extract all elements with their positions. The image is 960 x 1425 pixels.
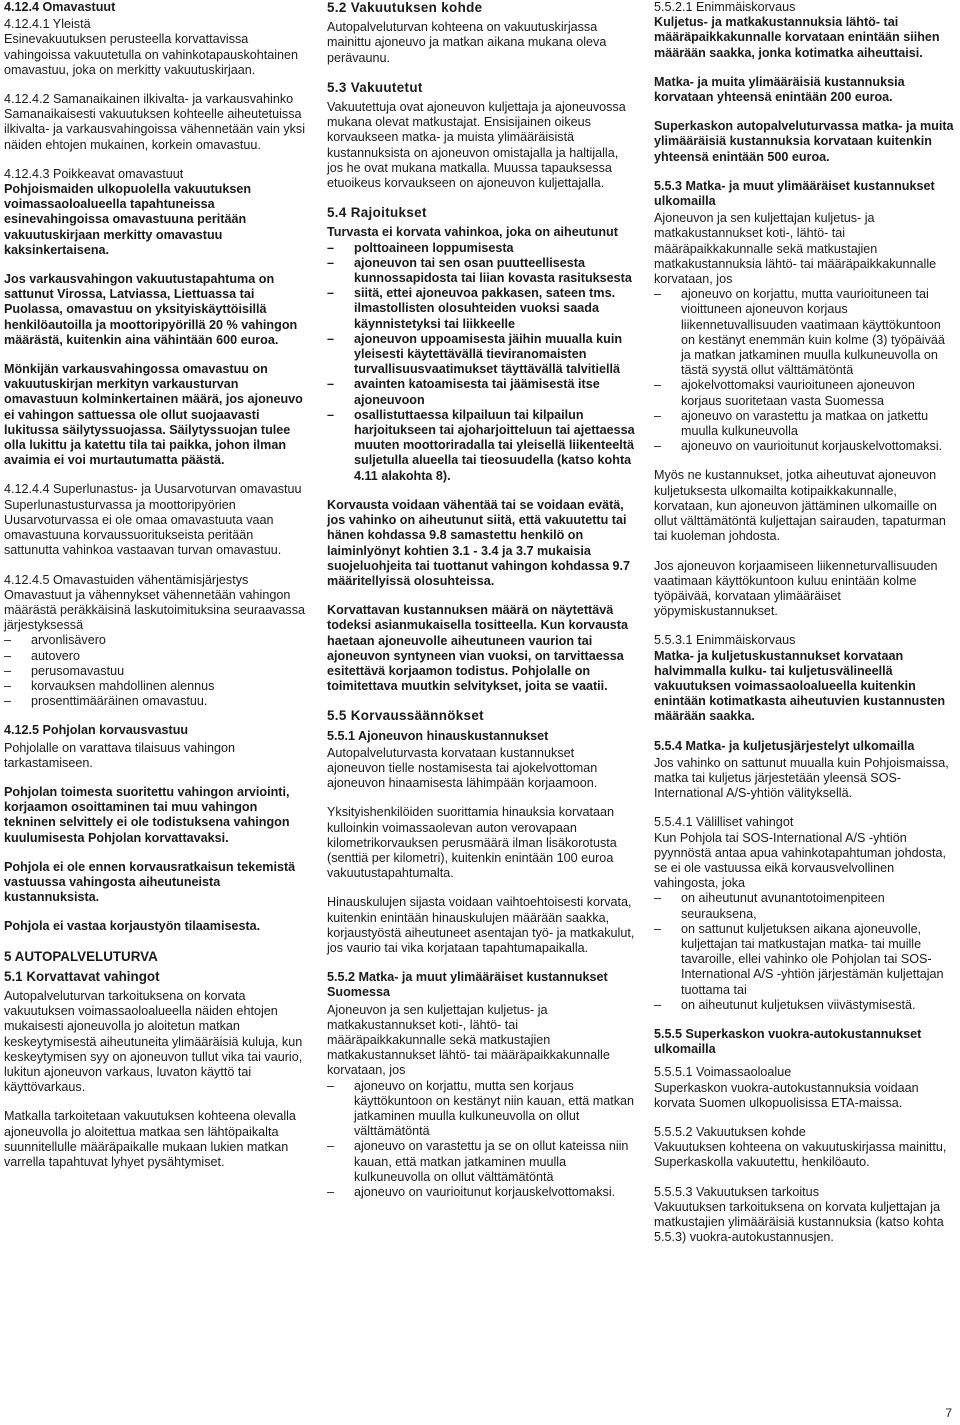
list-item: – ajoneuvo on vaurioitunut korjauskelvottomaksi. bbox=[327, 1185, 635, 1200]
list-5-5-4-1 bbox=[654, 891, 956, 1013]
list-item: – ajoneuvo on korjattu, mutta vaurioituneen tai vioittuneen ajoneuvon korjaus liikennetuvallisuuden vaatimaan käyttökuntoon on kestänyt enemmän kuin kolme (3) työpäivää ja matkan jatkaminen muulla kulkuneuvolla on tästä syystä ollut välttämätöntä bbox=[654, 287, 956, 378]
paragraph-5-4-a: Korvausta voidaan vähentää tai se voidaan evätä, jos vahinko on aiheutunut siitä, että vakuutettu tai hänen kohdassa 9.8 samastettu henkilö on laiminlyönyt kohtien 3.1 - 3.4 ja 3.7 mukaisia suojeluohjeita tai tuottanut vahingon kohdassa 9.7 määritellyissä olosuhteissa. bbox=[327, 497, 630, 588]
paragraph-4-12-4-5: Omavastuut ja vähennykset vähennetään vahingon määrästä peräkkäisinä laskutoimituksina seuraavassa järjestyksessä bbox=[4, 587, 305, 633]
list-item: – ajokelvottomaksi vaurioituneen ajoneuvon korjaus suoritetaan vasta Suomessa bbox=[654, 378, 956, 408]
heading-5-3: 5.3 Vakuutetut bbox=[327, 79, 423, 95]
paragraph-5-5-5-1: Superkaskon vuokra-autokustannuksia voidaan korvata Suomen ulkopuolisissa ETA-maissa. bbox=[654, 1080, 919, 1110]
heading-5-2: 5.2 Vakuutuksen kohde bbox=[327, 0, 483, 15]
paragraph-5-5-1-c: Hinauskulujen sijasta voidaan vaihtoehtoisesti korvata, kuitenkin enintään hinauskulujen määrään saakka, korjaustyöstä aiheutuneet asentajan työ- ja matkakulut, jos vaurio tai vika korjataan tapahtumapaikalla. bbox=[327, 895, 635, 955]
page-number: 7 bbox=[945, 1405, 952, 1420]
paragraph-5-5-2-1-a: Kuljetus- ja matkakustannuksia lähtö- tai määräpaikkakunnalle korvataan enintään siihen määrään saakka, jonka kotimatka aiheuttaisi. bbox=[654, 15, 940, 60]
list-item: – ajoneuvon tai sen osan puutteellisesta kunnossapidosta tai liian kovasta rasituksesta bbox=[327, 256, 635, 286]
heading-5: 5 AUTOPALVELUTURVA bbox=[4, 948, 158, 964]
list-item: – ajoneuvo on varastettu ja matkaa on jatkettu muulla kulkuneuvolla bbox=[654, 409, 956, 439]
paragraph-5-5-3-c: Jos ajoneuvon korjaamiseen liikenneturvallisuuden vaatimaan käyttökuntoon kuluu enintään kolme työpäivää, korvataan ylimääräiset yöpymiskustannukset. bbox=[654, 558, 938, 619]
paragraph-5-5-5-3: Vakuutuksen tarkoituksena on korvata kuljettajan ja matkustajien ylimääräisiä kustannuksia (katso kohta 5.5.3) vuokra-autokustannusjen. bbox=[654, 1199, 944, 1245]
list-5-5-2 bbox=[327, 1079, 635, 1201]
paragraph-4-12-4-3-a: Pohjoismaiden ulkopuolella vakuutuksen voimassaoloalueella tapahtuneissa esinevahingoissa omavastuuna peritään vakuutuskirjaan merkitty omavastuu kaksinkertaisena. bbox=[4, 182, 252, 257]
heading-4-12-4: 4.12.4 Omavastuut bbox=[4, 0, 116, 14]
list-item: – korvauksen mahdollinen alennus bbox=[4, 679, 308, 694]
paragraph-5-5-3: Ajoneuvon ja sen kuljettajan kuljetus- ja matkakustannukset koti-, lähtö- tai määräpaikkakunnalle sekä matkustajien matkakustannuksia lähtö- tai määräpaikkakunnalle korvataan, jos bbox=[654, 211, 937, 287]
heading-5-5-2-1: 5.5.2.1 Enimmäiskorvaus bbox=[654, 0, 796, 14]
heading-5-5-2: 5.5.2 Matka- ja muut ylimääräiset kustannukset Suomessa bbox=[327, 970, 608, 1000]
paragraph-4-12-5-b: Pohjolan toimesta suoritettu vahingon arviointi, korjaamon osoittaminen tai muu vahingon tekninen selvittely ei ole todistuksena vahingon kuulumisesta Pohjolan korvattavaksi. bbox=[4, 784, 290, 845]
paragraph-4-12-4-4: Superlunastusturvassa ja moottoripyörien Uusarvoturvassa ei ole omaa omavastuuta vaan omavastuuna korvaussuoritukseista peritään sattunutta vahinkoa vastaavan turvan omavastuu. bbox=[4, 497, 282, 558]
list-item: – siitä, ettei ajoneuvoa pakkasen, sateen tms. ilmastollisten olosuhteiden vuoksi saada käynnistetyksi tai liikkeelle bbox=[327, 286, 635, 332]
heading-5-5-1: 5.5.1 Ajoneuvon hinauskustannukset bbox=[327, 728, 549, 743]
column-left bbox=[4, 0, 308, 1184]
paragraph-5-3 bbox=[327, 100, 635, 191]
list-item: – on aiheutunut avunantotoimenpiteen seurauksena, bbox=[654, 891, 956, 921]
heading-5-5-5: 5.5.5 Superkaskon vuokra-autokustannukset ulkomailla bbox=[654, 1026, 922, 1057]
paragraph-5-3-a: Vakuutettuja ovat ajoneuvon kuljettaja ja ajoneuvossa mukana olevat matkustajat. bbox=[327, 100, 626, 130]
paragraph-4-12-5-d: Pohjola ei vastaa korjaustyön tilaamisesta. bbox=[4, 919, 261, 934]
paragraph-4-12-4-1: Esinevakuutuksen perusteella korvattavissa vahingoissa vakuutetulla on vahinkotapauskohtainen omavastuu, joka on merkitty vakuutuskirjaan. bbox=[4, 32, 299, 77]
list-4-12-4-5 bbox=[4, 633, 308, 709]
list-item: – prosenttimääräinen omavastuu. bbox=[4, 694, 308, 709]
list-5-4 bbox=[327, 241, 635, 484]
heading-5-5-4: 5.5.4 Matka- ja kuljetusjärjestelyt ulkomailla bbox=[654, 738, 915, 753]
paragraph-5-2: Autopalveluturvan kohteena on vakuutuskirjassa mainittu ajoneuvo ja matkan aikana mukana oleva perävaunu. bbox=[327, 20, 607, 65]
heading-4-12-4-2: 4.12.4.2 Samanaikainen ilkivalta- ja varkausvahinko bbox=[4, 92, 294, 107]
heading-5-1: 5.1 Korvattavat vahingot bbox=[4, 968, 160, 984]
list-item: – ajoneuvo on vaurioitunut korjauskelvottomaksi. bbox=[654, 439, 956, 454]
paragraph-5-5-2-1-b: Matka- ja muita ylimääräisiä kustannuksia korvataan yhteensä enintään 200 euroa. bbox=[654, 74, 905, 105]
heading-5-5-3: 5.5.3 Matka- ja muut ylimääräiset kustannukset ulkomailla bbox=[654, 178, 935, 209]
heading-4-12-5: 4.12.5 Pohjolan korvausvastuu bbox=[4, 723, 189, 738]
paragraph-5-5-4: Jos vahinko on sattunut muualla kuin Pohjoismaissa, matka tai kuljetus järjestetään yleensä SOS-International A/S-yhtiön välityksellä. bbox=[654, 755, 949, 801]
list-item: – arvonlisävero bbox=[4, 633, 308, 648]
paragraph-5-4-b: Korvattavan kustannuksen määrä on näytettävä todeksi asianmukaisella tositteella. Kun korvausta haetaan ajoneuvolle aiheutuneen vaurion tai ajoneuvon syntyneen vian vuoksi, on tarvittaessa esitettävä korjaamon todistus. Pohjolalle on toimitettava muutkin selvitykset, joita se vaatii. bbox=[327, 603, 628, 694]
heading-4-12-4-5: 4.12.4.5 Omavastuiden vähentämisjärjestys bbox=[4, 572, 249, 587]
paragraph-5-1-b: Matkalla tarkoitetaan vakuutuksen kohteena olevalla ajoneuvolla jo aloitettua matkaa sen lähtöpaikalta suunnitellulle määräpaikalle mukaan lukien matkan varrella tapahtuvat lyhyet pysähtymiset. bbox=[4, 1109, 296, 1169]
heading-4-12-4-1: 4.12.4.1 Yleistä bbox=[4, 17, 91, 32]
list-item: – on aiheutunut kuljetuksen viivästymisestä. bbox=[654, 998, 956, 1013]
paragraph-5-1-a: Autopalveluturvan tarkoituksena on korvata vakuutuksen voimassaoloalueella näiden ehtojen mukaisesti ajoneuvolla jo aloitetun matkan keskeytymisestä aiheutuneita ylimääräisiä kuluja, kun keskeytymisen syy on ajoneuvon tullut vika tai vaurio, lukitun ajoneuvon varkaus, luvaton käyttö tai käyttövarkaus. bbox=[4, 988, 303, 1095]
paragraph-4-12-5-a: Pohjolalle on varattava tilaisuus vahingon tarkastamiseen. bbox=[4, 740, 236, 770]
list-item: – ajoneuvo on korjattu, mutta sen korjaus käyttökuntoon on kestänyt niin kauan, että matkan jatkaminen muulla kulkuneuvolla on ollut välttämätöntä bbox=[327, 1079, 635, 1140]
list-item: – ajoneuvon uppoamisesta jäihin muualla kuin yleisesti käytettävällä tieviranomaisten turvallisuusvaatimukset täyttävällä talvitiellä bbox=[327, 332, 635, 378]
heading-5-5-5-3: 5.5.5.3 Vakuutuksen tarkoitus bbox=[654, 1184, 819, 1199]
paragraph-5-5-2: Ajoneuvon ja sen kuljettajan kuljetus- ja matkakustannukset koti-, lähtö- tai määräpaikkakunnalle sekä matkustajien matkakustannukset lähtö- tai määräpaikkakunnalle korvataan, jos bbox=[327, 1002, 610, 1078]
heading-5-5-4-1: 5.5.4.1 Välilliset vahingot bbox=[654, 815, 794, 830]
paragraph-5-5-5-2: Vakuutuksen kohteena on vakuutuskirjassa mainittu, Superkaskolla vakuutettu, henkilöauto. bbox=[654, 1140, 947, 1170]
heading-4-12-4-3: 4.12.4.3 Poikkeavat omavastuut bbox=[4, 166, 184, 181]
list-5-5-3 bbox=[654, 287, 956, 454]
heading-5-4: 5.4 Rajoitukset bbox=[327, 205, 427, 221]
heading-5-5-3-1: 5.5.3.1 Enimmäiskorvaus bbox=[654, 633, 796, 648]
paragraph-5-4-intro: Turvasta ei korvata vahinkoa, joka on aiheutunut bbox=[327, 225, 618, 240]
paragraph-5-5-3-b: Myös ne kustannukset, jotka aiheutuvat ajoneuvon kuljetuksesta ulkomailta kotipaikkakunnalle, korvataan, kun ajoneuvon jättäminen ulkomaille on ollut välttämätöntä kuljettajan sairauden, tapaturman tai kuoleman johdosta. bbox=[654, 468, 946, 544]
heading-5-5-5-2: 5.5.5.2 Vakuutuksen kohde bbox=[654, 1125, 806, 1139]
paragraph-5-5-1-a: Autopalveluturvasta korvataan kustannukset ajoneuvon tielle nostamisesta tai ajokelvottoman ajoneuvon hinaamisesta lähimpään korjaamoon. bbox=[327, 745, 598, 791]
list-item: – on sattunut kuljetuksen aikana ajoneuvolle, kuljettajan tai matkustajan matka- tai muille tavaroille, ellei vahinko ole Pohjolan tai SOS-International A/S -yhtiön järjestämän kuljettajan tuottama tai bbox=[654, 922, 956, 998]
paragraph-4-12-4-3-c: Mönkijän varkausvahingossa omavastuu on vakuutuskirjan merkityn varkausturvan omavastuun kolminkertainen määrä, jos ajoneuvo ei vahingon sattuessa ole ollut suojaavasti lukitussa säilytyssuojassa. Säilytyssuojan tulee olla lukittu ja katettu tila tai paikka, johon ilman avaimia ei voi murtautumatta päästä. bbox=[4, 362, 303, 468]
list-item: – osallistuttaessa kilpailuun tai kilpailun harjoitukseen tai ajoharjoitteluun tai ajettaessa muuten moottoriradalla tai yleisellä liikenteeltä suljetulla alueella tai tieosuudella (katso kohta 4.11 alakohta 8). bbox=[327, 408, 635, 484]
paragraph-4-12-5-c: Pohjola ei ole ennen korvausratkaisun tekemistä vastuussa vahingosta aiheutuneista kustannuksista. bbox=[4, 859, 296, 905]
list-item: – polttoaineen loppumisesta bbox=[327, 241, 635, 256]
heading-5-5-5-1: 5.5.5.1 Voimassaoloalue bbox=[654, 1065, 792, 1080]
column-right bbox=[654, 0, 956, 1259]
list-item: – ajoneuvo on varastettu ja se on ollut kateissa niin kauan, että matkan jatkaminen muulla kulkuneuvolla on ollut välttämätöntä bbox=[327, 1139, 635, 1185]
paragraph-5-5-1-b: Yksityishenkilöiden suorittamia hinauksia korvataan kulloinkin voimassaolevan auton verovapaan kilometrikorvauksen perusmäärä ilman lisäkorotusta (senttiä per kilometri), kuitenkin enintään 100 euroa vakuutustapahtumalta. bbox=[327, 805, 617, 881]
paragraph-5-5-3-1: Matka- ja kuljetuskustannukset korvataan halvimmalla kulku- tai kuljetusvälineellä vakuutuksen voimassaoloalueella kuitenkin enintään kotimatkasta aiheutuvien kustannusten määrään saakka. bbox=[654, 648, 946, 724]
list-item: – avainten katoamisesta tai jäämisestä itse ajoneuvoon bbox=[327, 377, 635, 407]
paragraph-4-12-4-2: Samanaikaisesti vakuutuksen kohteelle aiheutetuissa ilkivalta- ja varkausvahingoissa vähennetään vain yksi näiden ehtojen mukainen, korkein omavastuu. bbox=[4, 107, 306, 152]
paragraph-5-5-2-1-c: Superkaskon autopalveluturvassa matka- ja muita ylimääräisiä kustannuksia korvataan kuitenkin yhteensä enintään 500 euroa. bbox=[654, 119, 954, 164]
heading-5-5: 5.5 Korvaussäännökset bbox=[327, 708, 484, 724]
paragraph-4-12-4-3-b: Jos varkausvahingon vakuutustapahtuma on sattunut Virossa, Latviassa, Liettuassa tai Puolassa, omavastuu on yksityiskäyttöisillä henkilöautoilla ja moottoripyörillä 20 % vahingon määrästä, kuitenkin aina vähintään 600 euroa. bbox=[4, 272, 298, 347]
list-item: – autovero bbox=[4, 649, 308, 664]
paragraph-5-3-b: Ensisijainen oikeus korvaukseen matka- ja muista ylimääräisistä kustannuksista on ajoneuvon omistajalla ja haltijalla, jos he ovat mukana matkalla. Muussa tapauksessa etuoikeus korvaukseen on ajoneuvon kuljettajalla. bbox=[327, 115, 619, 191]
list-item: – perusomavastuu bbox=[4, 664, 308, 679]
heading-4-12-4-4: 4.12.4.4 Superlunastus- ja Uusarvoturvan omavastuu bbox=[4, 482, 302, 497]
paragraph-5-5-4-1: Kun Pohjola tai SOS-International A/S -yhtiön pyynnöstä antaa apua vahinkotapahtuman johdosta, se ei ole vastuussa eikä korvausvelvollinen vahingosta, joka bbox=[654, 830, 946, 891]
column-middle bbox=[327, 0, 635, 1214]
